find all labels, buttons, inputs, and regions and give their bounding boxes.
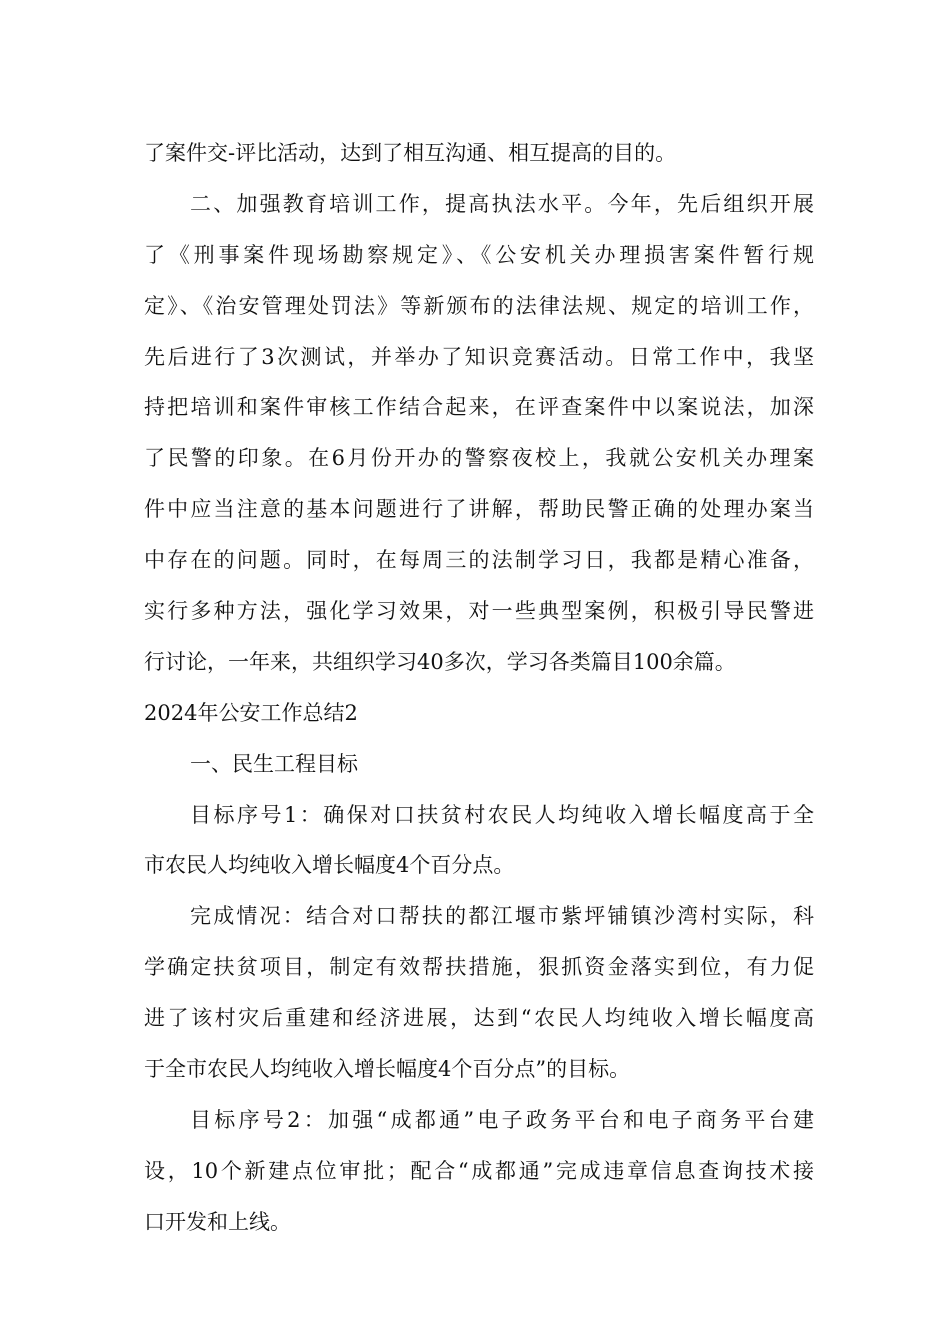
body-line: 了民警的印象。在6月份开办的警察夜校上，我就公安机关办理案	[144, 446, 814, 471]
body-line: 学确定扶贫项目，制定有效帮扶措施，狠抓资金落实到位，有力促	[144, 955, 814, 980]
body-line: 持把培训和案件审核工作结合起来，在评查案件中以案说法，加深	[144, 395, 814, 420]
body-line: 行讨论，一年来，共组织学习40多次，学习各类篇目100余篇。	[144, 649, 736, 674]
goal-line: 目标序号2：加强“成都通”电子政务平台和电子商务平台建	[190, 1107, 814, 1132]
body-line: 定》、《治安管理处罚法》等新颁布的法律法规、规定的培训工作，	[144, 293, 814, 318]
body-line: 件中应当注意的基本问题进行了讲解，帮助民警正确的处理办案当	[144, 497, 814, 522]
section-heading-line: 二、加强教育培训工作，提高执法水平。今年，先后组织开展	[190, 191, 814, 216]
body-line: 中存在的问题。同时，在每周三的法制学习日，我都是精心准备，	[144, 548, 814, 573]
body-line: 了案件交-评比活动，达到了相互沟通、相互提高的目的。	[144, 141, 677, 165]
completion-line: 完成情况：结合对口帮扶的都江堰市紫坪铺镇沙湾村实际，科	[190, 904, 814, 929]
document-body	[144, 128, 814, 1248]
body-line: 了《刑事案件现场勘察规定》、《公安机关办理损害案件暂行规	[144, 242, 814, 267]
body-line: 于全市农民人均纯收入增长幅度4个百分点”的目标。	[144, 1057, 631, 1082]
goal-line: 目标序号1：确保对口扶贫村农民人均纯收入增长幅度高于全	[190, 802, 814, 827]
body-line: 市农民人均纯收入增长幅度4个百分点。	[144, 853, 515, 878]
body-line: 先后进行了3次测试，并举办了知识竞赛活动。日常工作中，我坚	[144, 344, 814, 369]
body-line: 设，10个新建点位审批；配合“成都通”完成违章信息查询技术接	[144, 1158, 814, 1183]
body-line: 实行多种方法，强化学习效果，对一些典型案例，积极引导民警进	[144, 599, 814, 624]
body-line: 口开发和上线。	[144, 1209, 291, 1234]
section-heading: 一、民生工程目标	[190, 751, 358, 776]
document-title: 2024年公安工作总结2	[144, 700, 358, 725]
body-line: 进了该村灾后重建和经济进展，达到“农民人均纯收入增长幅度高	[144, 1006, 814, 1031]
